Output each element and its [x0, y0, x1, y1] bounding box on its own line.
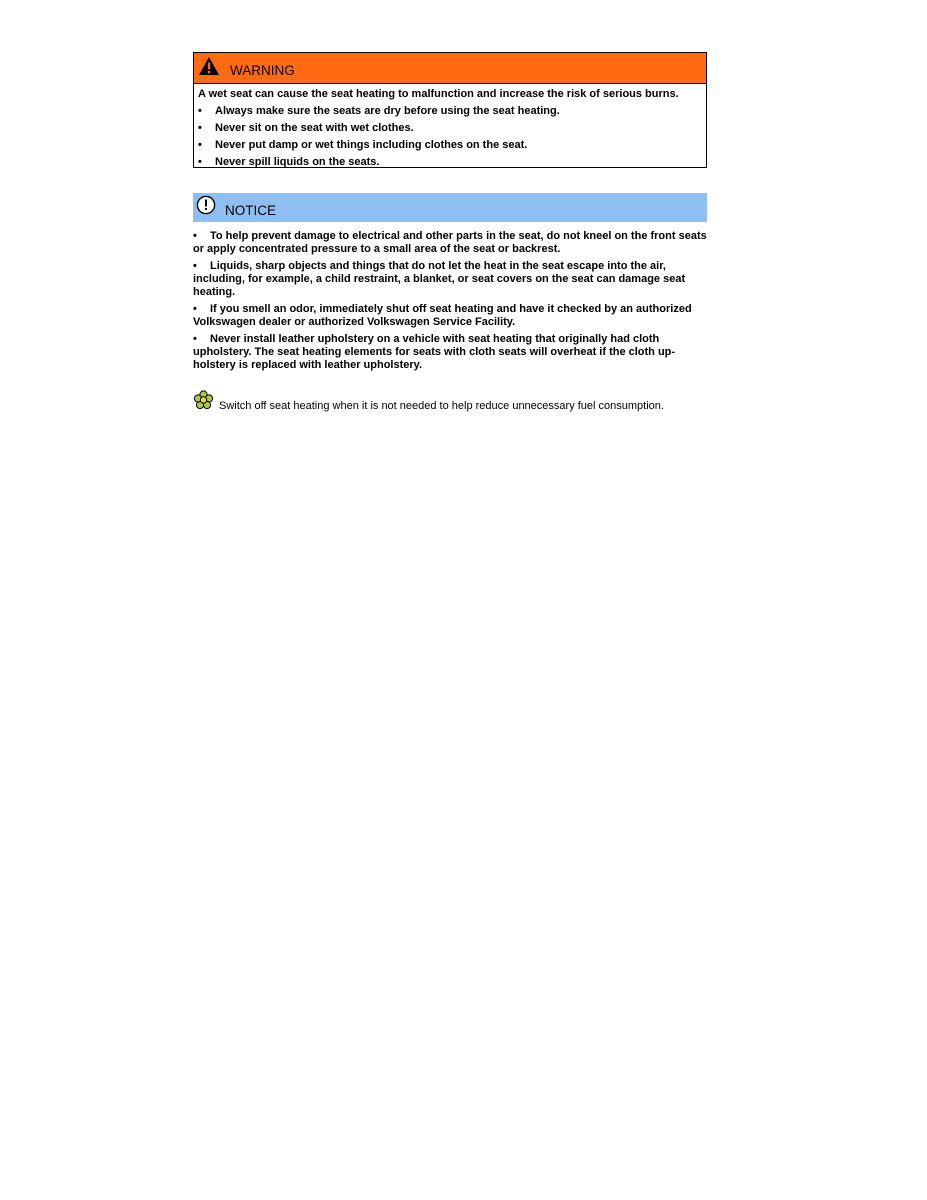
notice-title: NOTICE [225, 203, 277, 218]
list-item [193, 230, 709, 256]
bullet: • [193, 259, 197, 272]
notice-item-text: To help prevent damage to electrical and other parts in the seat, do not kneel on the front seats or apply concentrated pressure to a small area of the seat or backrest. [193, 230, 707, 256]
warning-item-text: Always make sure the seats are dry before using the seat heating. [215, 105, 560, 117]
warning-list [198, 103, 706, 171]
warning-header [194, 53, 706, 84]
list-item [198, 154, 706, 171]
eco-tip-text: Switch off seat heating when it is not needed to help reduce unnecessary fuel consumption. [219, 400, 664, 412]
bullet: • [193, 230, 197, 242]
warning-box [193, 52, 707, 168]
notice-body [193, 230, 709, 376]
warning-item-text: Never put damp or wet things including clothes on the seat. [215, 139, 528, 151]
notice-header [193, 193, 707, 222]
notice-item-text: Liquids, sharp objects and things that do not let the heat in the seat escape into the air, including, for example, a child restraint, a blanket, or seat covers on the seat can damage seat heating. [193, 259, 686, 299]
warning-item-text: Never spill liquids on the seats. [215, 156, 380, 168]
exclamation-circle-icon [196, 195, 216, 215]
warning-intro: A wet seat can cause the seat heating to malfunction and increase the risk of serious burns. [198, 88, 679, 100]
warning-item-text: Never sit on the seat with wet clothes. [215, 122, 414, 134]
list-item [198, 137, 706, 154]
eco-tip [193, 390, 713, 412]
warning-triangle-icon [198, 56, 220, 76]
warning-title: WARNING [230, 62, 295, 78]
list-item [193, 303, 709, 329]
list-item [193, 260, 709, 300]
bullet: • [198, 139, 202, 151]
warning-body [194, 84, 706, 171]
list-item [193, 333, 709, 373]
bullet: • [193, 332, 197, 345]
notice-item-text: Never install leather upholstery on a vehicle with seat heating that originally had cloth upholstery. The seat heating elements for seats with cloth seats will overheat if the cloth up-holstery is replaced with leather upholstery. [193, 332, 676, 371]
list-item [198, 120, 706, 137]
notice-item-text: If you smell an odor, immediately shut off seat heating and have it checked by an authorized Volkswagen dealer or authorized Volkswagen Service Facility. [193, 302, 692, 328]
list-item [198, 103, 706, 120]
flower-eco-icon [193, 390, 214, 410]
bullet: • [198, 122, 202, 134]
bullet: • [193, 302, 197, 315]
bullet: • [198, 105, 202, 117]
bullet: • [198, 156, 202, 168]
notice-list [193, 230, 709, 372]
